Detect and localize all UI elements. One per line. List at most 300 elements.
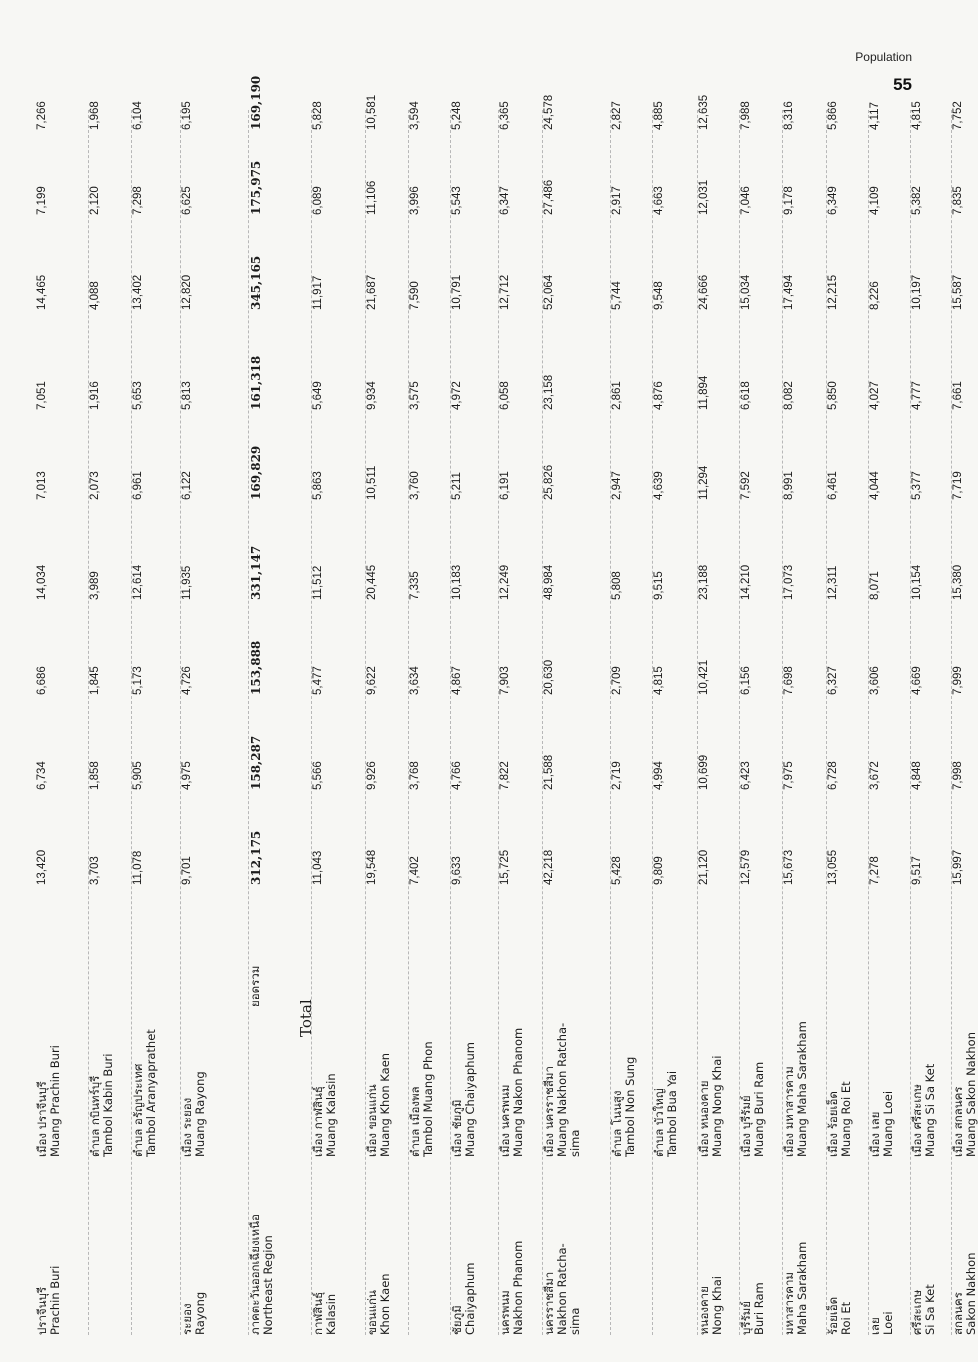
value-cell: 3,634	[409, 666, 421, 695]
value-cell: 12,712	[499, 274, 511, 310]
value-cell: 48,984	[543, 564, 555, 600]
value-cell: 6,734	[36, 761, 48, 790]
value-cell: 15,673	[783, 849, 795, 885]
province-line: Nakhon Ratcha-	[555, 1243, 569, 1335]
value-cell: 7,298	[132, 186, 144, 215]
value-cell: 19,548	[366, 849, 378, 885]
value-cell: 5,377	[911, 471, 923, 500]
district-cell	[698, 895, 724, 1157]
value-cell: 6,089	[312, 186, 324, 215]
district-line: Muang Nakon Phanom	[511, 1027, 525, 1157]
value-cell: 7,199	[36, 186, 48, 215]
province-line: นครพนม	[498, 1290, 512, 1335]
province-line: Chaiyaphum	[463, 1262, 477, 1335]
district-cell	[249, 895, 314, 1157]
table-row	[180, 101, 207, 1335]
value-cell: 158,287	[249, 735, 263, 790]
value-cell: 6,961	[132, 471, 144, 500]
total-label: Total	[297, 999, 315, 1037]
province-line: กาฬสินธุ์	[311, 1291, 325, 1335]
value-cell: 5,382	[911, 186, 923, 215]
value-cell: 42,218	[543, 849, 555, 885]
value-cell: 5,543	[451, 186, 463, 215]
district-line: เมือง สกลนคร	[951, 1086, 965, 1157]
district-line: Muang Buri Ram	[752, 1061, 766, 1157]
value-cell: 15,587	[952, 274, 964, 310]
value-cell: 161,318	[249, 355, 263, 410]
value-cell: 312,175	[249, 830, 263, 885]
district-line: Muang Khon Kaen	[378, 1052, 392, 1157]
value-cell: 2,917	[611, 186, 623, 215]
value-cell: 4,972	[451, 381, 463, 410]
value-cell: 7,266	[36, 101, 48, 130]
value-cell: 23,158	[543, 374, 555, 410]
value-cell: 21,687	[366, 274, 378, 310]
value-cell: 9,633	[451, 856, 463, 885]
value-cell: 7,752	[952, 101, 964, 130]
value-cell: 6,423	[740, 761, 752, 790]
table-total-row	[248, 75, 315, 1335]
value-cell: 4,975	[181, 761, 193, 790]
province-cell	[869, 1163, 895, 1335]
value-cell: 4,088	[89, 281, 101, 310]
district-cell	[827, 895, 853, 1157]
province-cell	[827, 1163, 853, 1335]
value-cell: 7,975	[783, 761, 795, 790]
value-cell: 3,768	[409, 761, 421, 790]
value-cell: 11,294	[698, 465, 710, 500]
table-row	[951, 101, 978, 1335]
value-cell: 6,686	[36, 666, 48, 695]
province-cell	[499, 1163, 525, 1335]
value-cell: 15,380	[952, 564, 964, 600]
district-cell	[89, 895, 115, 1157]
district-line: Muang Kalasin	[324, 1073, 338, 1157]
province-cell	[783, 1163, 809, 1335]
province-line: Northeast Region	[261, 1235, 275, 1335]
value-cell: 24,578	[543, 94, 555, 130]
province-line: Maha Sarakham	[795, 1241, 809, 1335]
value-cell: 17,494	[783, 274, 795, 310]
district-line: เมือง ปราจีนบุรี	[35, 1081, 49, 1157]
province-line: ภาคตะวันออกเฉียงเหนือ	[248, 1214, 262, 1335]
value-cell: 6,104	[132, 101, 144, 130]
province-cell	[249, 1163, 275, 1335]
value-cell: 7,402	[409, 856, 421, 885]
value-cell: 2,073	[89, 471, 101, 500]
district-line: ตำบล อรัญประเทศ	[131, 1063, 145, 1157]
value-cell: 7,335	[409, 571, 421, 600]
value-cell: 7,998	[952, 761, 964, 790]
value-cell: 169,829	[249, 445, 263, 500]
value-cell: 11,917	[312, 275, 324, 310]
value-cell: 6,122	[181, 471, 193, 500]
value-cell: 4,815	[653, 666, 665, 695]
value-cell: 7,592	[740, 471, 752, 500]
value-cell: 25,826	[543, 464, 555, 500]
district-line: เมือง นครราชสีมา	[542, 1066, 556, 1157]
province-line: มหาสารคาม	[782, 1271, 796, 1335]
value-cell: 9,622	[366, 666, 378, 695]
district-line: เมือง ขอนแก่น	[365, 1084, 379, 1157]
value-cell: 2,719	[611, 761, 623, 790]
value-cell: 3,996	[409, 186, 421, 215]
district-cell	[611, 895, 637, 1157]
value-cell: 14,210	[740, 564, 752, 600]
district-line: Muang Si Sa Ket	[923, 1063, 937, 1157]
value-cell: 21,588	[543, 754, 555, 790]
value-cell: 9,701	[181, 856, 193, 885]
province-line: หนองคาย	[697, 1286, 711, 1335]
population-table	[30, 75, 978, 1335]
value-cell: 4,777	[911, 381, 923, 410]
province-cell	[698, 1163, 724, 1335]
value-cell: 9,515	[653, 571, 665, 600]
value-cell: 15,725	[499, 849, 511, 885]
value-cell: 3,989	[89, 571, 101, 600]
district-line: เมือง หนองคาย	[697, 1080, 711, 1157]
district-cell	[952, 895, 978, 1157]
value-cell: 24,666	[698, 274, 710, 310]
value-cell: 10,511	[366, 465, 378, 500]
district-line: เมือง นครพนม	[498, 1084, 512, 1157]
province-cell	[740, 1163, 766, 1335]
value-cell: 6,349	[827, 186, 839, 215]
value-cell: 4,726	[181, 666, 193, 695]
value-cell: 10,791	[451, 274, 463, 310]
value-cell: 4,994	[653, 761, 665, 790]
district-line: Tambol Non Sung	[623, 1056, 637, 1157]
value-cell: 12,579	[740, 849, 752, 885]
value-cell: 2,861	[611, 381, 623, 410]
value-cell: 4,867	[451, 666, 463, 695]
value-cell: 6,728	[827, 761, 839, 790]
district-line: เมือง บุรีรัมย์	[739, 1095, 753, 1157]
table-row	[868, 102, 895, 1335]
district-line: Muang Chaiyaphum	[463, 1042, 477, 1157]
district-line: Tambol Kabin Buri	[101, 1053, 115, 1157]
province-line: Nong Khai	[710, 1276, 724, 1335]
value-cell: 11,894	[698, 375, 710, 410]
value-cell: 11,512	[312, 565, 324, 600]
district-line: Muang Loei	[881, 1090, 895, 1157]
district-cell	[36, 895, 62, 1157]
district-line: ตำบล โนนสูง	[610, 1090, 624, 1157]
province-line: ศรีสะเกษ	[910, 1289, 924, 1335]
district-line: ตำบล เมืองพล	[408, 1086, 422, 1157]
value-cell: 153,888	[249, 640, 263, 695]
value-cell: 10,421	[698, 659, 710, 695]
table-row	[610, 101, 637, 1335]
value-cell: 3,703	[89, 856, 101, 885]
value-cell: 4,848	[911, 761, 923, 790]
district-line: Muang Prachin Buri	[48, 1045, 62, 1157]
value-cell: 4,669	[911, 666, 923, 695]
value-cell: 11,043	[312, 850, 324, 885]
value-cell: 12,215	[827, 274, 839, 310]
value-cell: 1,916	[89, 381, 101, 410]
province-line: Nakhon Phanom	[511, 1240, 525, 1335]
table-row	[365, 94, 392, 1335]
value-cell: 9,809	[653, 856, 665, 885]
value-cell: 1,845	[89, 666, 101, 695]
value-cell: 17,073	[783, 564, 795, 600]
value-cell: 6,191	[499, 471, 511, 500]
value-cell: 7,988	[740, 101, 752, 130]
value-cell: 1,968	[89, 101, 101, 130]
value-cell: 9,517	[911, 856, 923, 885]
province-line: Khon Kaen	[378, 1273, 392, 1335]
value-cell: 11,935	[181, 565, 193, 600]
value-cell: 175,975	[249, 160, 263, 215]
province-line: Si Sa Ket	[923, 1284, 937, 1335]
value-cell: 5,850	[827, 381, 839, 410]
value-cell: 6,365	[499, 101, 511, 130]
value-cell: 7,590	[409, 281, 421, 310]
table-row	[311, 101, 338, 1335]
value-cell: 23,188	[698, 564, 710, 600]
district-line: Tambol Aranyaprathet	[144, 1029, 158, 1157]
province-line: Kalasin	[324, 1293, 338, 1335]
value-cell: 7,661	[952, 381, 964, 410]
value-cell: 5,173	[132, 666, 144, 695]
table-row	[826, 101, 853, 1335]
value-cell: 7,999	[952, 666, 964, 695]
province-line: Loei	[881, 1311, 895, 1335]
province-cell	[181, 1163, 207, 1335]
district-line: เมือง กาฬสินธุ์	[311, 1086, 325, 1157]
running-header: Population	[855, 50, 912, 64]
value-cell: 5,211	[451, 472, 463, 500]
district-line: เมือง มหาสารคาม	[782, 1066, 796, 1157]
district-line: เมือง เลย	[868, 1111, 882, 1157]
table-row	[498, 101, 525, 1335]
value-cell: 5,477	[312, 666, 324, 695]
province-cell	[366, 1163, 392, 1335]
value-cell: 345,165	[249, 255, 263, 310]
table-row	[450, 101, 477, 1335]
province-cell	[543, 1163, 582, 1335]
table-row	[739, 101, 766, 1335]
value-cell: 6,058	[499, 381, 511, 410]
value-cell: 5,649	[312, 381, 324, 410]
total-thai-label: ยอดรวม	[248, 965, 262, 1007]
value-cell: 4,885	[653, 101, 665, 130]
province-line: บุรีรัมย์	[739, 1301, 753, 1335]
value-cell: 15,997	[952, 849, 964, 885]
district-line: เมือง ชัยภูมิ	[450, 1099, 464, 1157]
province-line: Buri Ram	[752, 1282, 766, 1335]
value-cell: 2,709	[611, 666, 623, 695]
value-cell: 14,465	[36, 274, 48, 310]
province-cell	[911, 1163, 937, 1335]
value-cell: 10,581	[366, 94, 378, 130]
district-cell	[451, 895, 477, 1157]
value-cell: 9,548	[653, 281, 665, 310]
province-line: ร้อยเอ็ด	[826, 1296, 840, 1335]
value-cell: 5,744	[611, 281, 623, 310]
value-cell: 9,178	[783, 186, 795, 215]
value-cell: 3,606	[869, 666, 881, 695]
value-cell: 2,120	[89, 186, 101, 215]
value-cell: 8,316	[783, 101, 795, 130]
value-cell: 5,428	[611, 856, 623, 885]
value-cell: 4,044	[869, 471, 881, 500]
value-cell: 5,863	[312, 471, 324, 500]
value-cell: 4,639	[653, 471, 665, 500]
district-cell	[653, 895, 679, 1157]
district-cell	[499, 895, 525, 1157]
value-cell: 7,835	[952, 186, 964, 215]
value-cell: 14,034	[36, 564, 48, 600]
value-cell: 6,327	[827, 666, 839, 695]
value-cell: 20,445	[366, 564, 378, 600]
value-cell: 13,402	[132, 274, 144, 310]
value-cell: 4,109	[869, 186, 881, 215]
district-cell	[366, 895, 392, 1157]
province-cell	[312, 1163, 338, 1335]
district-line: Muang Rayong	[193, 1071, 207, 1157]
table-row	[542, 94, 582, 1335]
value-cell: 5,828	[312, 101, 324, 130]
value-cell: 4,876	[653, 381, 665, 410]
district-line: Muang Roi Et	[839, 1081, 853, 1157]
value-cell: 6,195	[181, 101, 193, 130]
value-cell: 13,420	[36, 849, 48, 885]
value-cell: 12,031	[698, 179, 710, 215]
district-line: Muang Nong Khai	[710, 1055, 724, 1157]
district-line: Muang Maha Sarakham	[795, 1021, 809, 1157]
province-line: เลย	[868, 1317, 882, 1335]
value-cell: 27,486	[543, 179, 555, 215]
value-cell: 5,653	[132, 381, 144, 410]
province-line: ขอนแก่น	[365, 1290, 379, 1335]
value-cell: 5,808	[611, 571, 623, 600]
value-cell: 12,249	[499, 564, 511, 600]
district-cell	[911, 895, 937, 1157]
table-row	[910, 101, 937, 1335]
value-cell: 4,027	[869, 381, 881, 410]
value-cell: 7,719	[952, 471, 964, 500]
value-cell: 2,947	[611, 471, 623, 500]
page-number: 55	[893, 75, 912, 94]
value-cell: 6,156	[740, 666, 752, 695]
value-cell: 4,766	[451, 761, 463, 790]
table-row	[782, 101, 809, 1335]
value-cell: 3,594	[409, 101, 421, 130]
value-cell: 7,013	[36, 471, 48, 500]
province-line: สกลนคร	[951, 1292, 965, 1335]
value-cell: 5,566	[312, 761, 324, 790]
value-cell: 7,278	[869, 856, 881, 885]
district-line: เมือง ระยอง	[180, 1097, 194, 1157]
value-cell: 10,154	[911, 564, 923, 600]
value-cell: 21,120	[698, 849, 710, 885]
province-line: sima	[568, 1307, 582, 1335]
value-cell: 3,575	[409, 381, 421, 410]
province-line: ชัยภูมิ	[450, 1305, 464, 1335]
value-cell: 12,614	[132, 564, 144, 600]
province-line: Sakon Nakhon	[964, 1252, 978, 1335]
value-cell: 7,046	[740, 186, 752, 215]
value-cell: 15,034	[740, 274, 752, 310]
value-cell: 1,858	[89, 761, 101, 790]
value-cell: 10,699	[698, 754, 710, 790]
value-cell: 12,635	[698, 94, 710, 130]
district-line: Muang Nakhon Ratcha-	[555, 1022, 569, 1157]
value-cell: 3,672	[869, 761, 881, 790]
province-line: นครราชสีมา	[542, 1271, 556, 1335]
province-line: Roi Et	[839, 1301, 853, 1335]
district-cell	[783, 895, 809, 1157]
district-cell	[181, 895, 207, 1157]
province-cell	[451, 1163, 477, 1335]
value-cell: 11,106	[366, 180, 378, 215]
province-line: ระยอง	[180, 1303, 194, 1335]
value-cell: 6,347	[499, 186, 511, 215]
value-cell: 7,903	[499, 666, 511, 695]
value-cell: 5,866	[827, 101, 839, 130]
province-line: ปราจีนบุรี	[35, 1286, 49, 1335]
district-line: sima	[568, 1129, 582, 1157]
province-cell	[952, 1163, 978, 1335]
district-cell	[740, 895, 766, 1157]
table-row	[88, 101, 115, 1335]
province-line: Rayong	[193, 1291, 207, 1335]
value-cell: 169,190	[249, 75, 263, 130]
value-cell: 3,760	[409, 471, 421, 500]
table-row	[408, 101, 435, 1335]
value-cell: 331,147	[249, 545, 263, 600]
value-cell: 5,248	[451, 101, 463, 130]
province-line: Prachin Buri	[48, 1265, 62, 1335]
value-cell: 4,815	[911, 101, 923, 130]
table-row	[131, 101, 158, 1335]
value-cell: 6,625	[181, 186, 193, 215]
value-cell: 11,078	[132, 850, 144, 885]
table-row	[652, 101, 679, 1335]
value-cell: 5,905	[132, 761, 144, 790]
district-line: เมือง ศรีสะเกษ	[910, 1084, 924, 1157]
value-cell: 2,827	[611, 101, 623, 130]
district-line: Muang Sakon Nakhon	[964, 1031, 978, 1157]
district-cell	[132, 895, 158, 1157]
value-cell: 7,051	[36, 381, 48, 410]
value-cell: 8,226	[869, 281, 881, 310]
district-cell	[869, 895, 895, 1157]
district-cell	[409, 895, 435, 1157]
value-cell: 12,820	[181, 274, 193, 310]
value-cell: 13,055	[827, 849, 839, 885]
district-line: เมือง ร้อยเอ็ด	[826, 1091, 840, 1157]
district-cell	[312, 895, 338, 1157]
district-line: Tambol Muang Phon	[421, 1041, 435, 1157]
value-cell: 8,991	[783, 471, 795, 500]
value-cell: 7,698	[783, 666, 795, 695]
district-line: ตำบล บัวใหญ่	[652, 1088, 666, 1157]
district-line: Tambol Bua Yai	[665, 1070, 679, 1157]
district-line: ตำบล กบินทร์บุรี	[88, 1075, 102, 1157]
value-cell: 4,663	[653, 186, 665, 215]
value-cell: 9,934	[366, 381, 378, 410]
value-cell: 12,311	[827, 565, 839, 600]
value-cell: 10,197	[911, 274, 923, 310]
province-cell	[36, 1163, 62, 1335]
value-cell: 10,183	[451, 564, 463, 600]
value-cell: 6,618	[740, 381, 752, 410]
value-cell: 6,461	[827, 471, 839, 500]
value-cell: 9,926	[366, 761, 378, 790]
